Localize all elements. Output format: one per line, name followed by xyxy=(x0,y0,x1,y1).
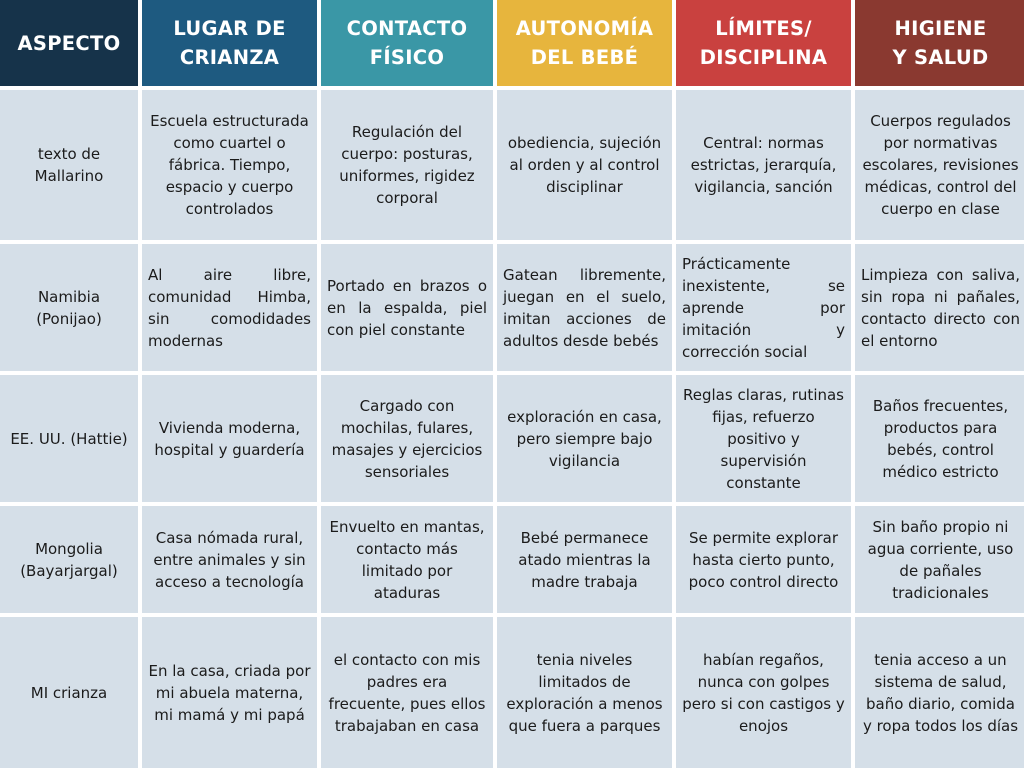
cell-eeuu-limites: Reglas claras, rutinas fijas, refuerzo positivo y supervisión constante xyxy=(676,375,851,502)
cell-mongolia-lugar: Casa nómada rural, entre animales y sin acceso a tecnología xyxy=(142,506,317,613)
header-higiene-y-salud: HIGIENE Y SALUD xyxy=(855,0,1024,86)
cell-mallarino-higiene: Cuerpos regulados por normativas escolares, revisiones médicas, control del cuerpo en clase xyxy=(855,90,1024,240)
cell-eeuu-lugar: Vivienda moderna, hospital y guardería xyxy=(142,375,317,502)
header-aspecto: ASPECTO xyxy=(0,0,138,86)
cell-mongolia-contacto: Envuelto en mantas, contacto más limitado por ataduras xyxy=(321,506,493,613)
cell-namibia-lugar: Al aire libre, comunidad Himba, sin comodidades modernas xyxy=(142,244,317,371)
row-label-mallarino: texto de Mallarino xyxy=(0,90,138,240)
cell-mongolia-limites: Se permite explorar hasta cierto punto, poco control directo xyxy=(676,506,851,613)
cell-eeuu-higiene: Baños frecuentes, productos para bebés, control médico estricto xyxy=(855,375,1024,502)
cell-mallarino-lugar: Escuela estructurada como cuartel o fábrica. Tiempo, espacio y cuerpo controlados xyxy=(142,90,317,240)
cell-eeuu-autonomia: exploración en casa, pero siempre bajo vigilancia xyxy=(497,375,672,502)
cell-mallarino-autonomia: obediencia, sujeción al orden y al control disciplinar xyxy=(497,90,672,240)
header-lugar-de-crianza: LUGAR DE CRIANZA xyxy=(142,0,317,86)
cell-eeuu-contacto: Cargado con mochilas, fulares, masajes y ejercicios sensoriales xyxy=(321,375,493,502)
row-label-mi-crianza: MI crianza xyxy=(0,617,138,768)
cell-mallarino-contacto: Regulación del cuerpo: posturas, uniformes, rigidez corporal xyxy=(321,90,493,240)
cell-mi-crianza-higiene: tenia acceso a un sistema de salud, baño diario, comida y ropa todos los días xyxy=(855,617,1024,768)
header-contacto-fisico: CONTACTO FÍSICO xyxy=(321,0,493,86)
cell-mallarino-limites: Central: normas estrictas, jerarquía, vigilancia, sanción xyxy=(676,90,851,240)
cell-namibia-higiene: Limpieza con saliva, sin ropa ni pañales, contacto directo con el entorno xyxy=(855,244,1024,371)
row-label-namibia: Namibia (Ponijao) xyxy=(0,244,138,371)
cell-mi-crianza-limites: habían regaños, nunca con golpes pero si con castigos y enojos xyxy=(676,617,851,768)
row-label-eeuu: EE. UU. (Hattie) xyxy=(0,375,138,502)
cell-namibia-limites: Prácticamente inexistente, se aprende por imitación y corrección social xyxy=(676,244,851,371)
cell-namibia-autonomia: Gatean libremente, juegan en el suelo, imitan acciones de adultos desde bebés xyxy=(497,244,672,371)
header-autonomia-del-bebe: AUTONOMÍA DEL BEBÉ xyxy=(497,0,672,86)
cell-namibia-contacto: Portado en brazos o en la espalda, piel con piel constante xyxy=(321,244,493,371)
cell-mongolia-autonomia: Bebé permanece atado mientras la madre trabaja xyxy=(497,506,672,613)
header-limites-disciplina: LÍMITES/ DISCIPLINA xyxy=(676,0,851,86)
row-label-mongolia: Mongolia (Bayarjargal) xyxy=(0,506,138,613)
cell-mongolia-higiene: Sin baño propio ni agua corriente, uso de pañales tradicionales xyxy=(855,506,1024,613)
cell-mi-crianza-contacto: el contacto con mis padres era frecuente, pues ellos trabajaban en casa xyxy=(321,617,493,768)
cell-mi-crianza-autonomia: tenia niveles limitados de exploración a menos que fuera a parques xyxy=(497,617,672,768)
cell-mi-crianza-lugar: En la casa, criada por mi abuela materna, mi mamá y mi papá xyxy=(142,617,317,768)
